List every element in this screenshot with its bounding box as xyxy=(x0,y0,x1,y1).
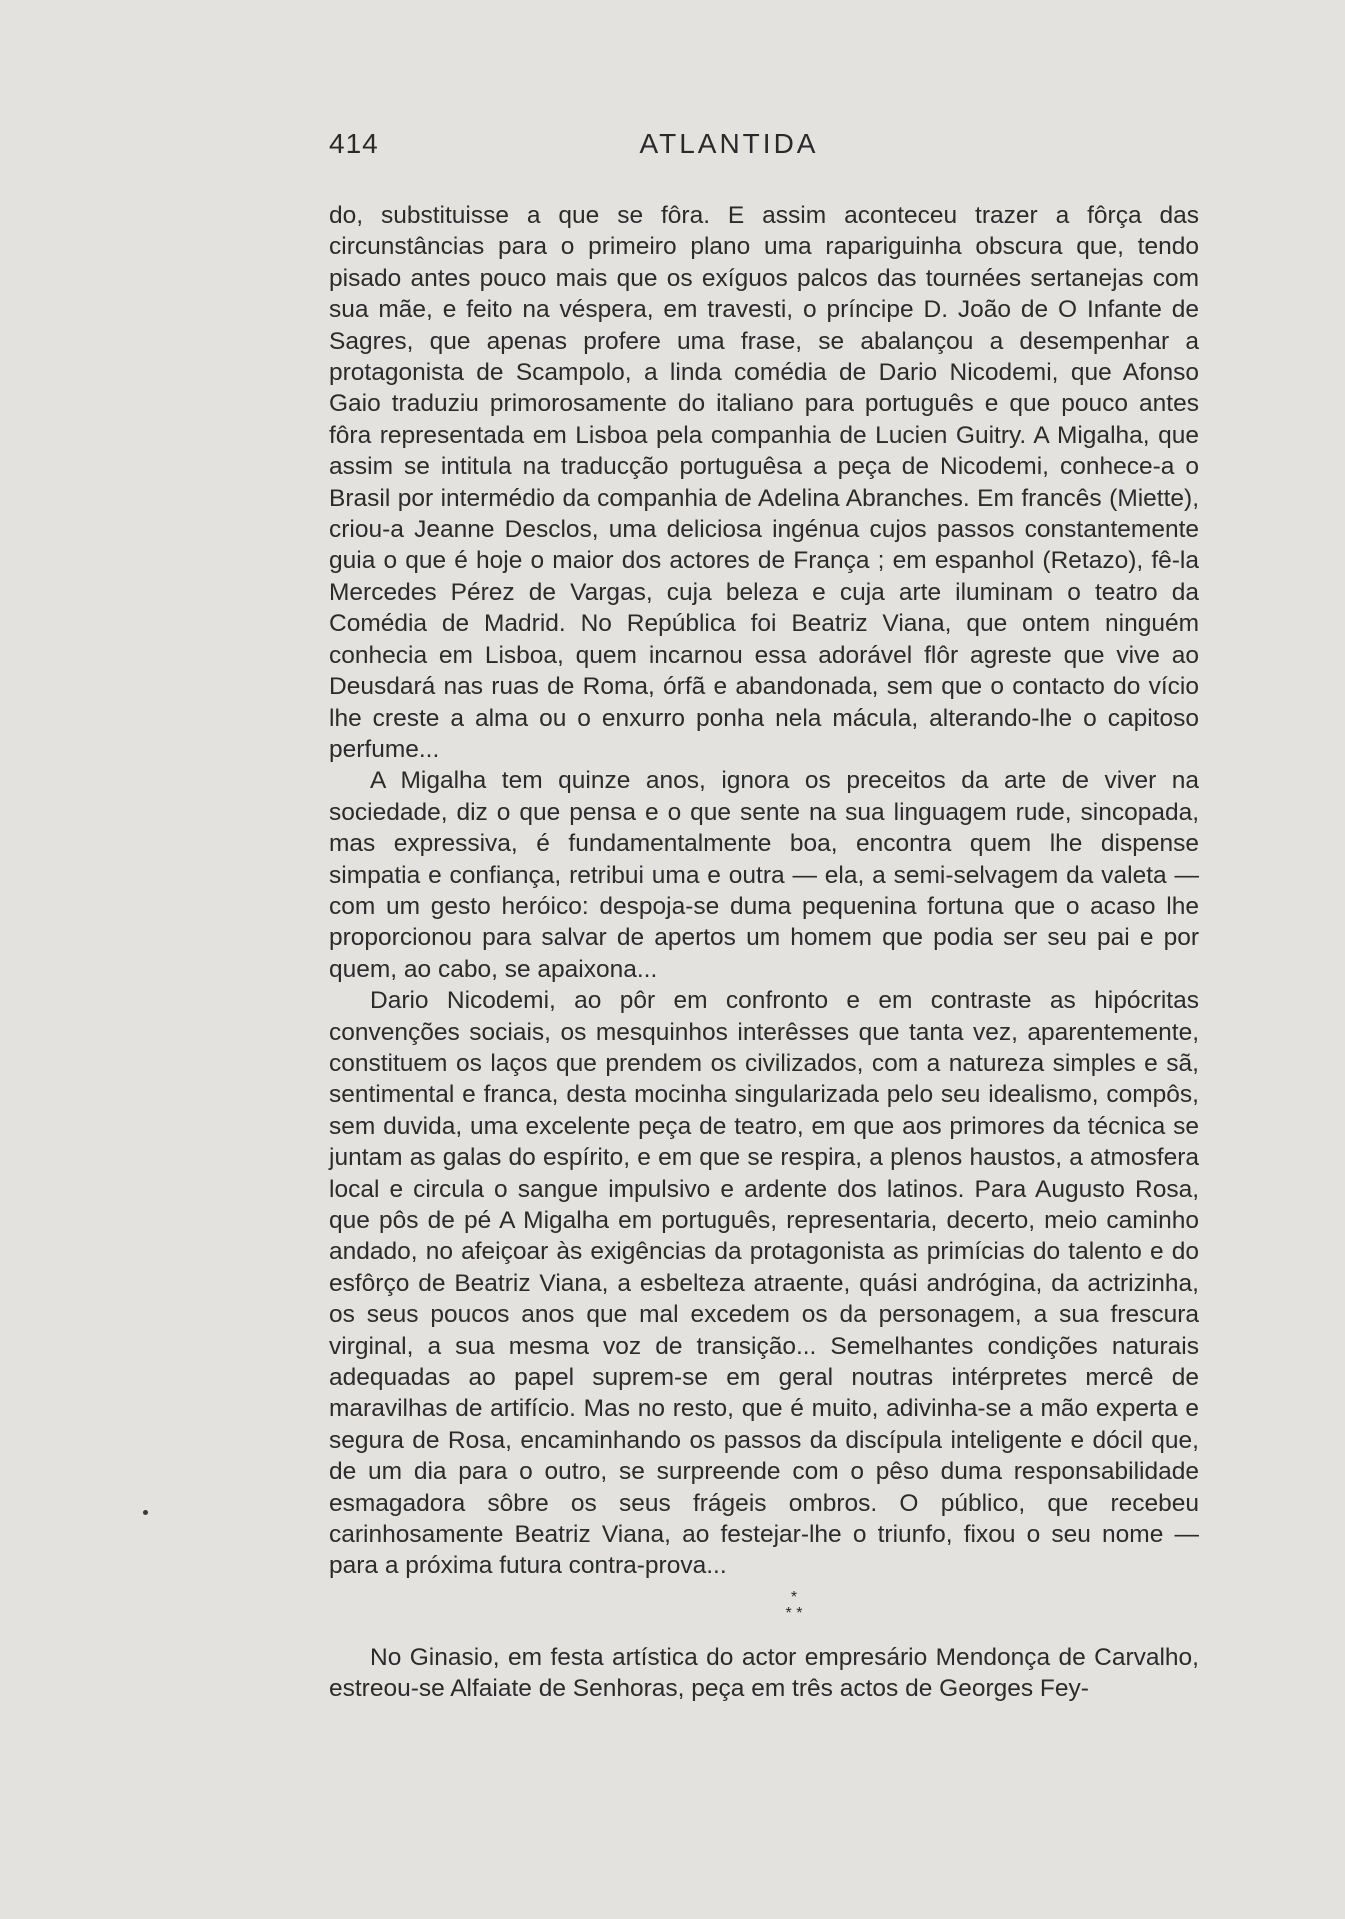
paragraph: No Ginasio, em festa artística do actor empresário Mendonça de Carvalho, estreou-se Alfaiate de Senhoras, peça em três actos de Georges Fey- xyxy=(329,1643,1199,1703)
section-break-asterism xyxy=(329,1582,1199,1642)
margin-mark xyxy=(143,1510,148,1515)
asterism-top: * xyxy=(790,1588,798,1606)
running-header xyxy=(329,128,1129,168)
journal-title: ATLANTIDA xyxy=(639,128,819,159)
paragraph: Dario Nicodemi, ao pôr em confronto e em contraste as hipócritas convenções sociais, os mesquinhos interêsses que tanta vez, aparentemente, constituem os laços que prendem os civilizados, com a natureza simples e sã, sentimental e franca, desta mocinha singularizada pelo seu idealismo, compôs, sem duvida, uma excelente peça de teatro, em que aos primores da técnica se juntam as galas do espírito, e em que se respira, a plenos haustos, a atmosfera local e circula o sangue impulsivo e ardente dos latinos. Para Augusto Rosa, que pôs de pé A Migalha em português, representaria, decerto, meio caminho andado, no afeiçoar às exigências da protagonista as primícias do talento e do esfôrço de Beatriz Viana, a esbelteza atraente, quási andrógina, da actrizinha, os seus poucos anos que mal excedem os da personagem, a sua frescura virginal, a sua mesma voz de transição... Semelhantes condições naturais adequadas ao papel suprem-se em geral noutras intérpretes mercê de maravilhas de artifício. Mas no resto, que é muito, adivinha-se a mão experta e segura de Rosa, encaminhando os passos da discípula inteligente e dócil que, de um dia para o outro, se surpreende com o pêso duma responsabilidade esmagadora sôbre os seus frágeis ombros. O público, que recebeu carinhosamente Beatriz Viana, ao festejar-lhe o triunfo, fixou o seu nome — para a próxima futura contra-prova... xyxy=(329,987,1199,1580)
asterism-bottom: * * xyxy=(785,1604,803,1622)
page-number: 414 xyxy=(329,128,379,159)
paragraph: do, substituisse a que se fôra. E assim aconteceu trazer a fôrça das circunstâncias para o primeiro plano uma rapariguinha obscura que, tendo pisado antes pouco mais que os exíguos palcos das tournées sertanejas com sua mãe, e feito na véspera, em travesti, o príncipe D. João de O Infante de Sagres, que apenas profere uma frase, se abalançou a desempenhar a protagonista de Scampolo, a linda comédia de Dario Nicodemi, que Afonso Gaio traduziu primorosamente do italiano para português e que pouco antes fôra representada em Lisboa pela companhia de Lucien Guitry. A Migalha, que assim se intitula na traducção portuguêsa a peça de Nicodemi, conhece-a o Brasil por intermédio da companhia de Adelina Abranches. Em francês (Miette), criou-a Jeanne Desclos, uma deliciosa ingénua cujos passos constantemente guia o que é hoje o maior dos actores de França ; em espanhol (Retazo), fê-la Mercedes Pérez de Vargas, cuja beleza e cuja arte iluminam o teatro da Comédia de Madrid. No República foi Beatriz Viana, que ontem ninguém conhecia em Lisboa, quem incarnou essa adorável flôr agreste que vive ao Deusdará nas ruas de Roma, órfã e abandonada, sem que o contacto do vício lhe creste a alma ou o enxurro ponha nela mácula, alterando-lhe o capitoso perfume... xyxy=(329,202,1199,763)
paragraph: A Migalha tem quinze anos, ignora os preceitos da arte de viver na sociedade, diz o que pensa e o que sente na sua linguagem rude, sincopada, mas expressiva, é fundamentalmente boa, encontra quem lhe dispense simpatia e confiança, retribui uma e outra — ela, a semi-selvagem da valeta — com um gesto heróico: despoja-se duma pequenina fortuna que o acaso lhe proporcionou para salvar de apertos um homem que podia ser seu pai e por quem, ao cabo, se apaixona... xyxy=(329,767,1199,983)
article-body xyxy=(329,200,1199,1705)
